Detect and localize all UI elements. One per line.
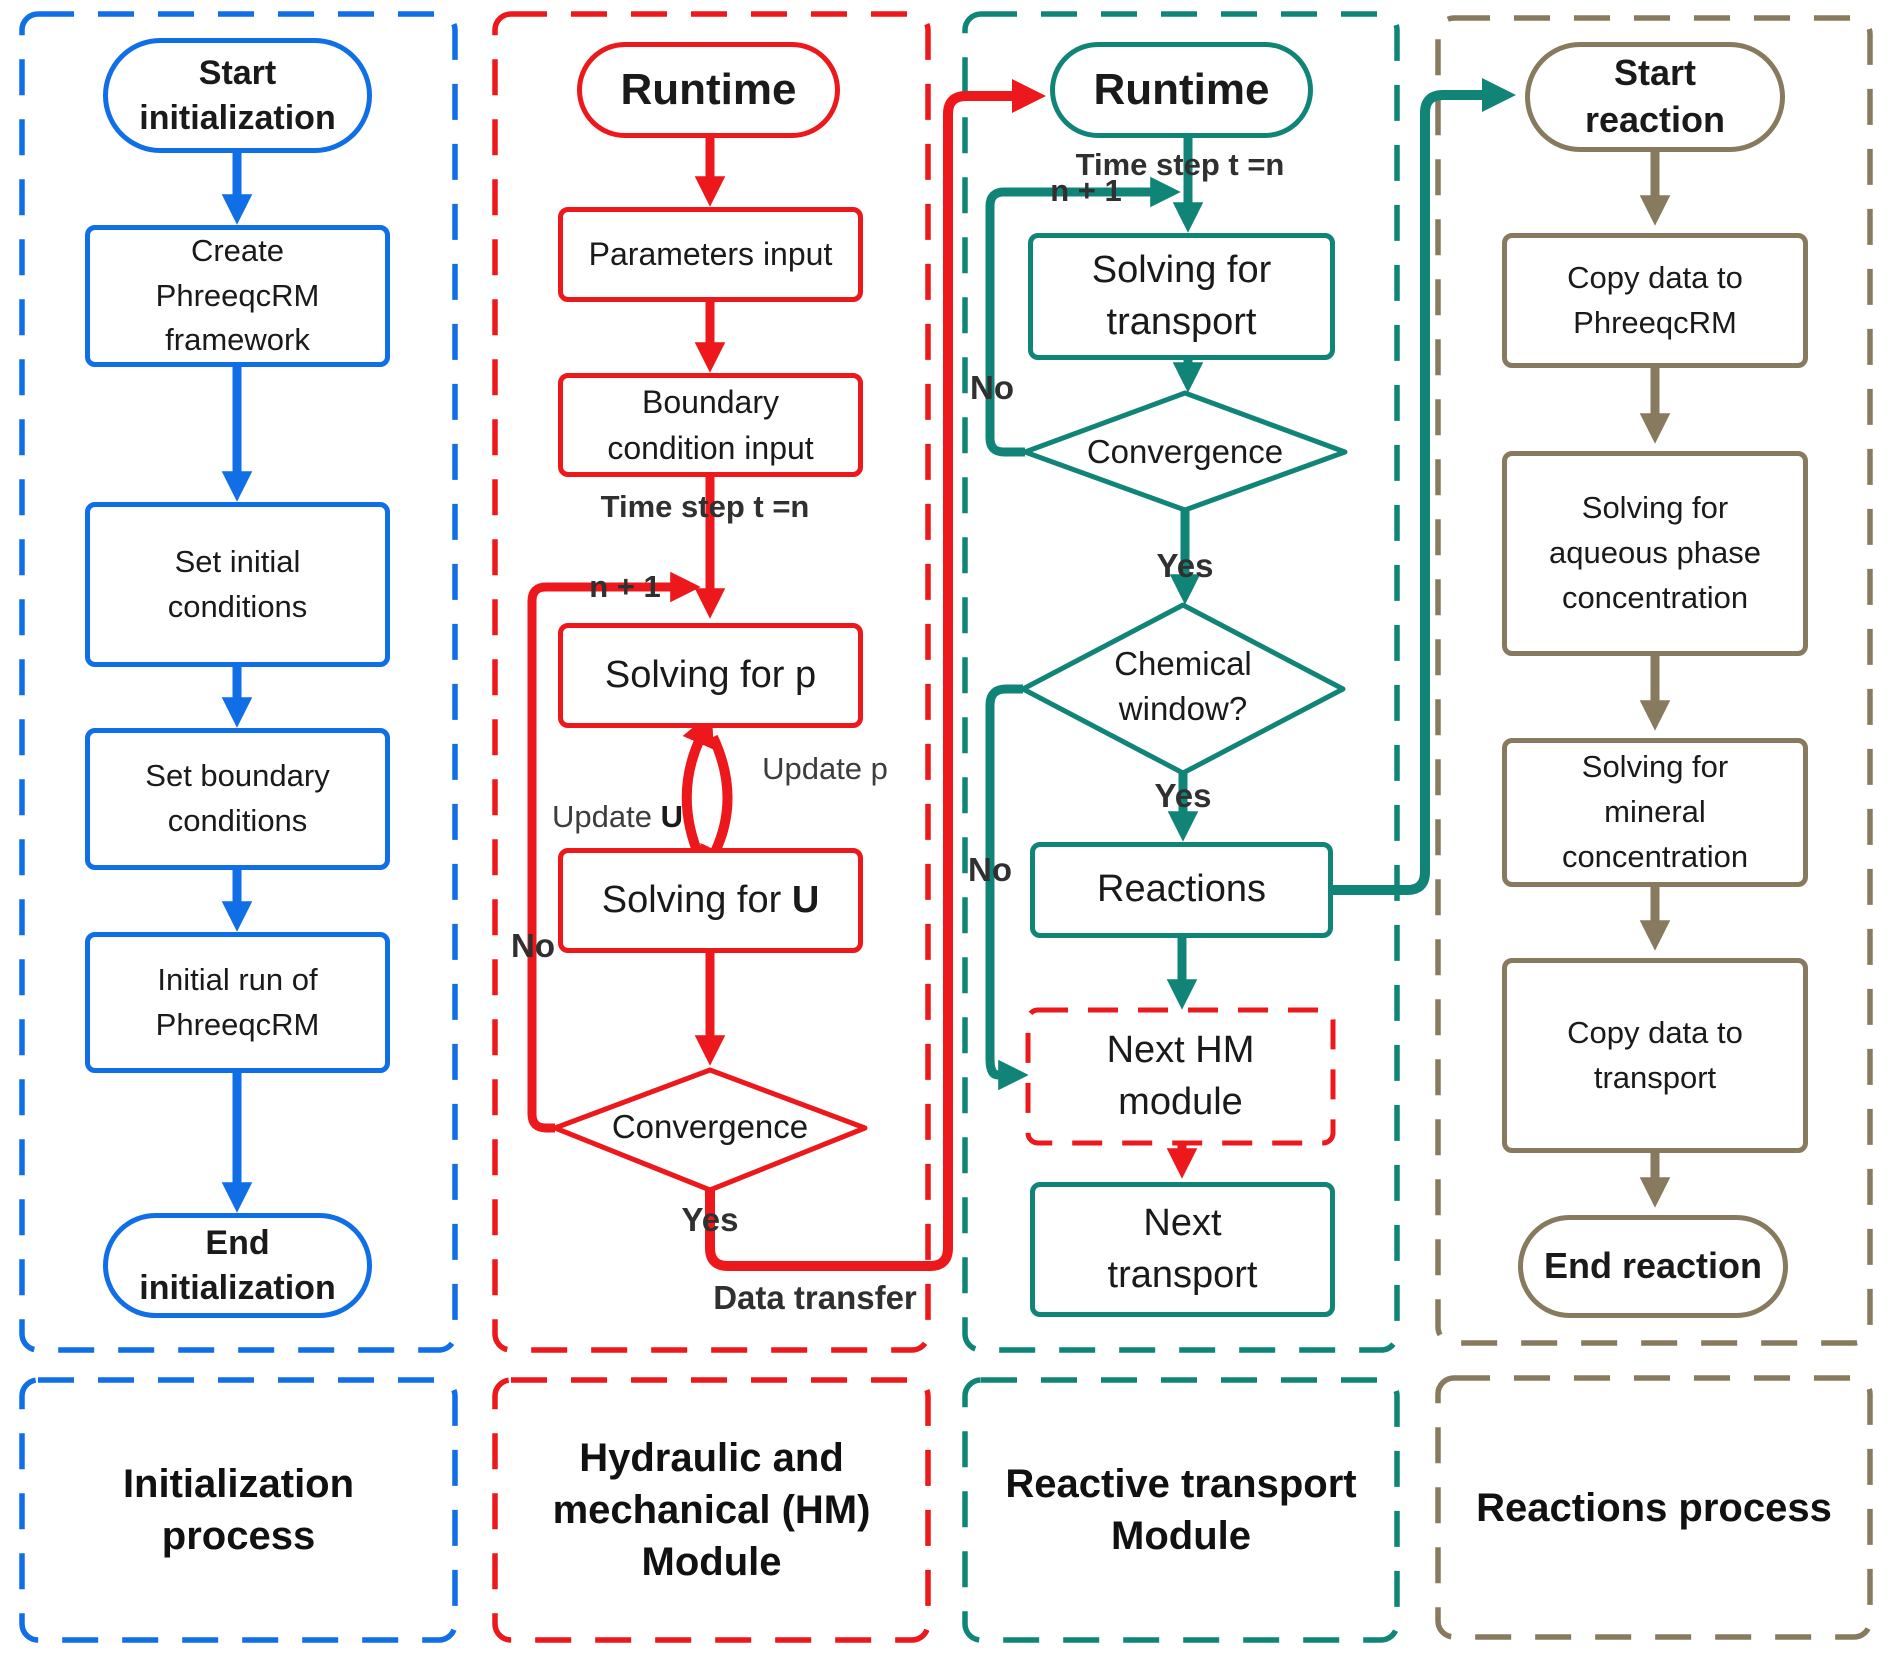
node-runtime-transport: Runtime (1050, 42, 1313, 138)
label-n-plus-1-transport: n + 1 (1050, 173, 1122, 208)
zone-label-initialization (22, 1380, 455, 1640)
node-next-hm-module: Next HM module (1106, 1029, 1255, 1123)
node-next-transport: Next transport (1030, 1182, 1335, 1317)
node-solving-aqueous-phase: Solving for aqueous phase concentration (1502, 451, 1808, 656)
node-copy-data-to-phreeqcrm: Copy data to PhreeqcRM (1502, 233, 1808, 368)
update-u-variable: U (660, 799, 683, 834)
update-p-arc (713, 737, 728, 852)
zone-label-initialization-text: Initialization process (122, 1462, 355, 1558)
node-solving-mineral: Solving for mineral concentration (1502, 738, 1808, 887)
label-no-convergence-transport: No (970, 369, 1014, 406)
diamond-text-chemical-window: Chemical window? (1114, 645, 1252, 727)
zone-label-hm (495, 1380, 928, 1640)
label-yes-hm: Yes (681, 1201, 739, 1238)
zone-label-reactions (1438, 1378, 1870, 1637)
label-no-hm: No (511, 927, 555, 964)
node-start-initialization: Start initialization (103, 38, 372, 153)
update-u-text: Update (552, 799, 661, 834)
label-update-u (535, 800, 700, 834)
reactions-to-start-reaction (1333, 95, 1484, 890)
label-no-chemical-window: No (968, 851, 1012, 888)
node-create-phreeqcrm-framework: Create PhreeqcRM framework (85, 225, 390, 367)
node-reactions: Reactions (1030, 842, 1333, 938)
node-solving-for-p: Solving for p (558, 623, 863, 728)
label-data-transfer: Data transfer (713, 1279, 917, 1316)
zone-label-hm-text: Hydraulic and mechanical (HM) Module (552, 1436, 871, 1584)
zone-label-reactions-text: Reactions process (1476, 1485, 1832, 1530)
node-runtime-hm: Runtime (577, 42, 840, 138)
node-set-initial-conditions: Set initial conditions (85, 502, 390, 667)
node-start-reaction: Start reaction (1525, 42, 1785, 152)
label-yes-chemical-window: Yes (1154, 777, 1212, 814)
zone-label-transport (965, 1380, 1397, 1640)
solving-for-u-variable: U (791, 878, 820, 921)
node-initial-run-of-phreeqcrm: Initial run of PhreeqcRM (85, 932, 390, 1073)
label-time-step-hm: Time step t =n (600, 489, 810, 524)
node-set-boundary-conditions: Set boundary conditions (85, 728, 390, 870)
node-boundary-condition-input: Boundary condition input (558, 373, 863, 477)
label-time-step-transport: Time step t =n (1075, 147, 1285, 182)
node-solving-for-transport: Solving for transport (1028, 233, 1335, 360)
label-n-plus-1-hm: n + 1 (589, 569, 661, 604)
diamond-text-convergence-transport: Convergence (1086, 433, 1284, 470)
node-solving-for-u (558, 848, 863, 953)
label-yes-convergence-transport: Yes (1156, 547, 1214, 584)
node-end-reaction: End reaction (1518, 1215, 1788, 1318)
node-copy-data-to-transport: Copy data to transport (1502, 958, 1808, 1153)
solving-for-u-text: Solving for (601, 878, 792, 921)
label-update-p: Update p (762, 751, 888, 786)
node-parameters-input: Parameters input (558, 207, 863, 302)
diamond-text-convergence-hm: Convergence (611, 1108, 809, 1145)
zone-label-transport-text: Reactive transport Module (1005, 1462, 1357, 1558)
node-end-initialization: End initialization (103, 1213, 372, 1318)
